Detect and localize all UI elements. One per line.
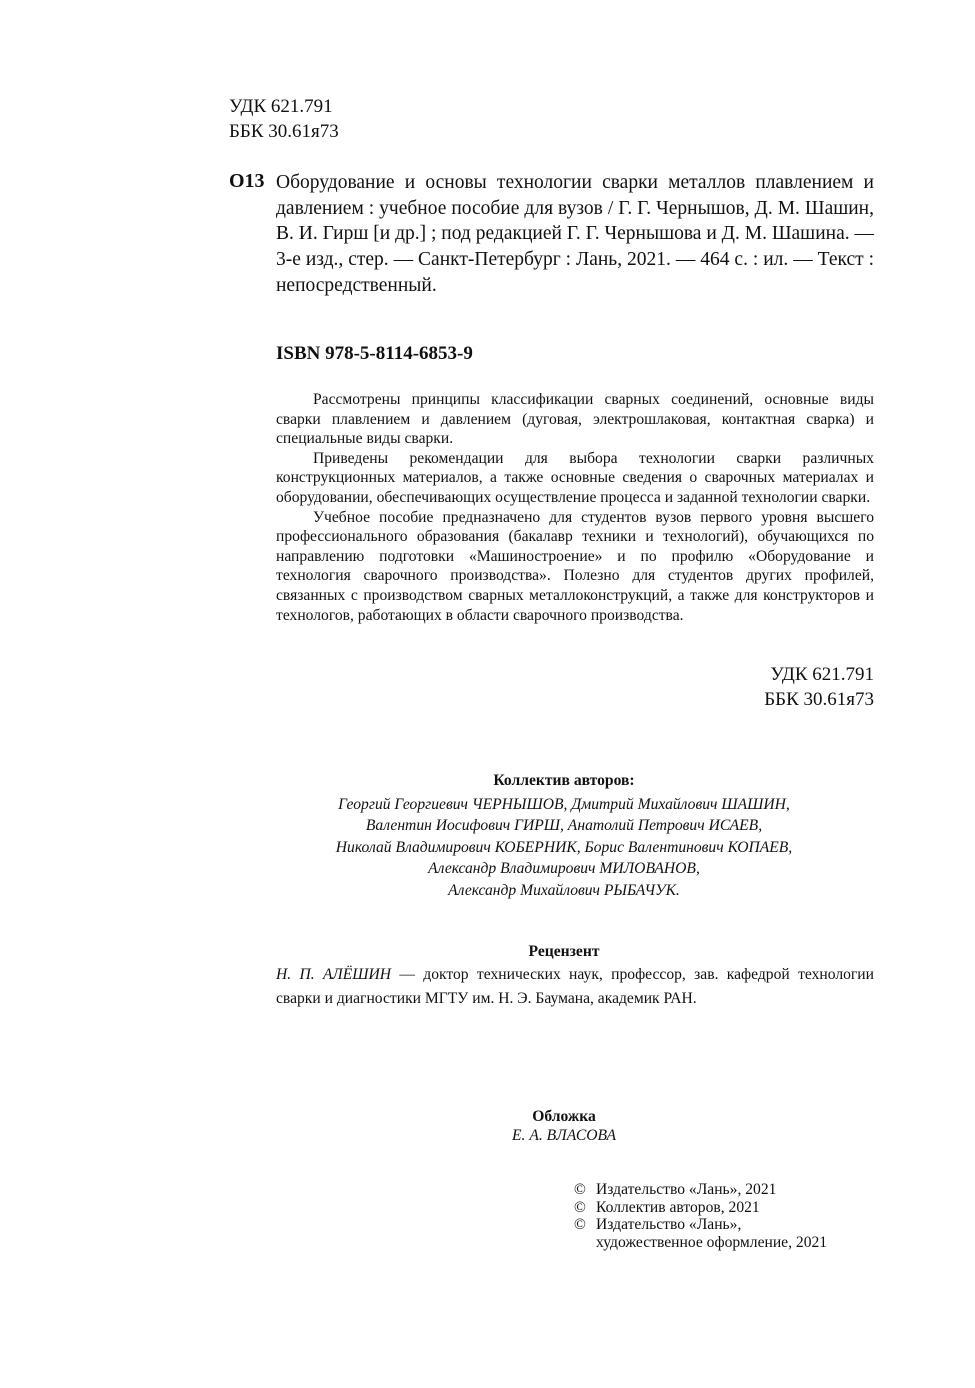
cover-heading: Обложка (532, 1108, 596, 1125)
header-codes (229, 94, 339, 144)
copyright-line: Издательство «Лань», 2021 (596, 1181, 777, 1198)
copyright-block (574, 1181, 827, 1251)
footer-codes (764, 662, 874, 712)
bibliographic-text: Оборудование и основы технологии сварки металлов плавлением и давлением : учебное пособие для вузов / Г. Г. Чернышов, Д. М. Шашин, В. И. Гирш [и др.] ; под редакцией Г. Г. Чернышова и Д. М. Шашина. — 3-е изд., стер. — Санкт-Петербург : Лань, 2021. — 464 с. : ил. — Текст : непосредственный. (276, 172, 874, 296)
copyright-line: Издательство «Лань», (596, 1216, 742, 1233)
bbk-code-bottom: ББК 30.61я73 (764, 689, 874, 710)
isbn: ISBN 978-5-8114-6853-9 (276, 343, 473, 364)
reviewer-description: — доктор технических наук, профессор, зав. кафедрой технологии сварки и диагностики МГТУ им. Н. Э. Баумана, академик РАН. (276, 966, 875, 1007)
authors-heading: Коллектив авторов: (493, 772, 635, 789)
udk-code-bottom: УДК 621.791 (770, 664, 874, 685)
author-line: Александр Владимирович МИЛОВАНОВ, (428, 860, 700, 878)
copyright-symbol: © (574, 1198, 586, 1216)
copyright-line: Коллектив авторов, 2021 (596, 1198, 760, 1216)
copyright-symbol: © (574, 1181, 586, 1198)
bibliographic-description (276, 170, 874, 299)
annotation-paragraph: Рассмотрены принципы классификации сварных соединений, основные виды сварки плавлением и давлением (дуговая, электрошлаковая, контактная сварка) и специальные виды сварки. (276, 391, 874, 448)
udk-code: УДК 621.791 (229, 96, 333, 117)
annotation-paragraph: Учебное пособие предназначено для студентов вузов первого уровня высшего профессионального образования (бакалавр техники и технологий), обучающихся по направлению подготовки «Машиностроение» и по профилю «Оборудование и технология сварочного производства». Полезно для студентов других профилей, связанных с производством сварных металлоконструкций, а также для конструкторов и технологов, работающих в области сварочного производства. (276, 508, 874, 624)
reviewer-heading: Рецензент (528, 943, 600, 960)
cover-designer: Е. А. ВЛАСОВА (512, 1127, 616, 1144)
author-line: Николай Владимирович КОБЕРНИК, Борис Валентинович КОПАЕВ, (335, 838, 793, 856)
copyright-line: художественное оформление, 2021 (596, 1233, 828, 1251)
author-line: Валентин Иосифович ГИРШ, Анатолий Петрович ИСАЕВ, (365, 817, 763, 835)
bbk-code: ББК 30.61я73 (229, 121, 339, 142)
annotation-paragraph: Приведены рекомендации для выбора технологии сварки различных конструкционных материалов, а также основные сведения о сварочных материалах и оборудовании, обеспечивающих осуществление процесса и заданной технологии сварки. (276, 449, 874, 506)
author-line: Георгий Георгиевич ЧЕРНЫШОВ, Дмитрий Михайлович ШАШИН, (338, 796, 790, 813)
annotation (276, 390, 874, 625)
reviewer-name: Н. П. АЛЁШИН (276, 966, 392, 983)
author-line: Александр Михайлович РЫБАЧУК. (448, 881, 680, 899)
authors-list (0, 794, 975, 901)
copyright-symbol: © (574, 1216, 586, 1233)
reviewer-info (276, 963, 874, 1011)
author-sign: О13 (229, 170, 265, 192)
